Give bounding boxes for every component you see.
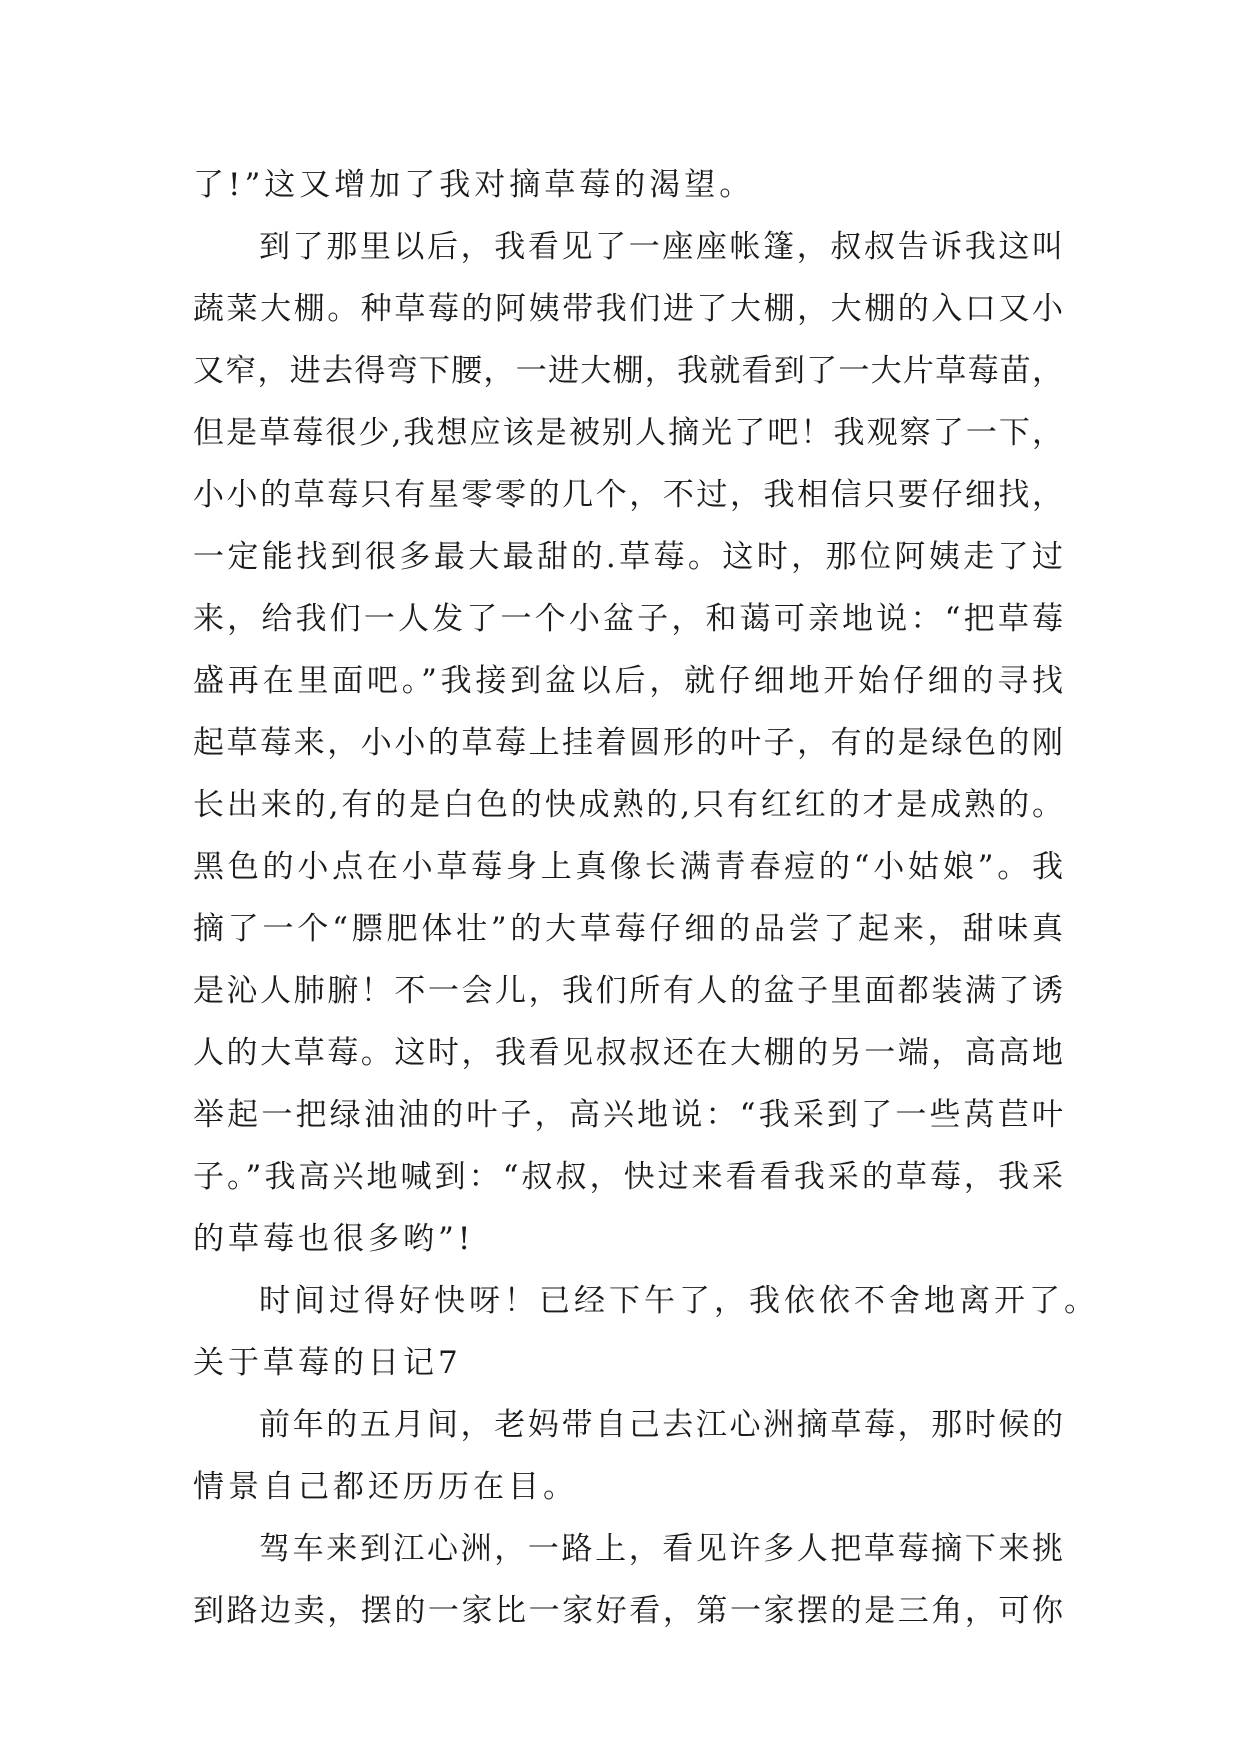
text-line-13: 摘了一个“膘肥体壮”的大草莓仔细的品尝了起来，甜味真 xyxy=(193,911,1063,947)
paragraph-start-line: 驾车来到江心洲，一路上，看见许多人把草莓摘下来挑 xyxy=(259,1531,1063,1567)
body-text xyxy=(193,154,1099,1642)
text-line-7: 一定能找到很多最大最甜的.草莓。这时，那位阿姨走了过 xyxy=(193,539,1063,575)
text-line-11: 长出来的,有的是白色的快成熟的,只有红红的才是成熟的。 xyxy=(193,787,1063,823)
text-line-4: 又窄，进去得弯下腰，一进大棚，我就看到了一大片草莓苗， xyxy=(193,353,1063,389)
paragraph-start-line: 时间过得好快呀！已经下午了，我依依不舍地离开了。 xyxy=(259,1283,1099,1319)
text-line-15: 人的大草莓。这时，我看见叔叔还在大棚的另一端，高高地 xyxy=(193,1035,1063,1071)
text-line-22: 情景自己都还历历在目。 xyxy=(193,1469,578,1505)
text-line-1: 了!”这又增加了我对摘草莓的渴望。 xyxy=(193,167,755,203)
text-line-24: 到路边卖，摆的一家比一家好看，第一家摆的是三角，可你 xyxy=(193,1593,1063,1629)
paragraph-start-line: 前年的五月间，老妈带自己去江心洲摘草莓，那时候的 xyxy=(259,1407,1063,1443)
text-line-16: 举起一把绿油油的叶子，高兴地说：“我采到了一些莴苣叶 xyxy=(193,1097,1063,1133)
text-line-17: 子。”我高兴地喊到：“叔叔，快过来看看我采的草莓，我采 xyxy=(193,1159,1063,1195)
section-heading: 关于草莓的日记7 xyxy=(193,1345,462,1381)
paragraph-start-line: 到了那里以后，我看见了一座座帐篷，叔叔告诉我这叫 xyxy=(259,229,1063,265)
text-line-8: 来，给我们一人发了一个小盆子，和蔼可亲地说：“把草莓 xyxy=(193,601,1063,637)
text-line-3: 蔬菜大棚。种草莓的阿姨带我们进了大棚，大棚的入口又小 xyxy=(193,291,1063,327)
text-line-14: 是沁人肺腑！不一会儿，我们所有人的盆子里面都装满了诱 xyxy=(193,973,1063,1009)
text-line-18: 的草莓也很多哟”! xyxy=(193,1221,475,1257)
text-line-12: 黑色的小点在小草莓身上真像长满青春痘的“小姑娘”。我 xyxy=(193,849,1063,885)
text-line-5: 但是草莓很少,我想应该是被别人摘光了吧！我观察了一下， xyxy=(193,415,1063,451)
text-line-6: 小小的草莓只有星零零的几个，不过，我相信只要仔细找， xyxy=(193,477,1063,513)
text-line-9: 盛再在里面吧。”我接到盆以后，就仔细地开始仔细的寻找 xyxy=(193,663,1063,699)
text-line-10: 起草莓来，小小的草莓上挂着圆形的叶子，有的是绿色的刚 xyxy=(193,725,1063,761)
